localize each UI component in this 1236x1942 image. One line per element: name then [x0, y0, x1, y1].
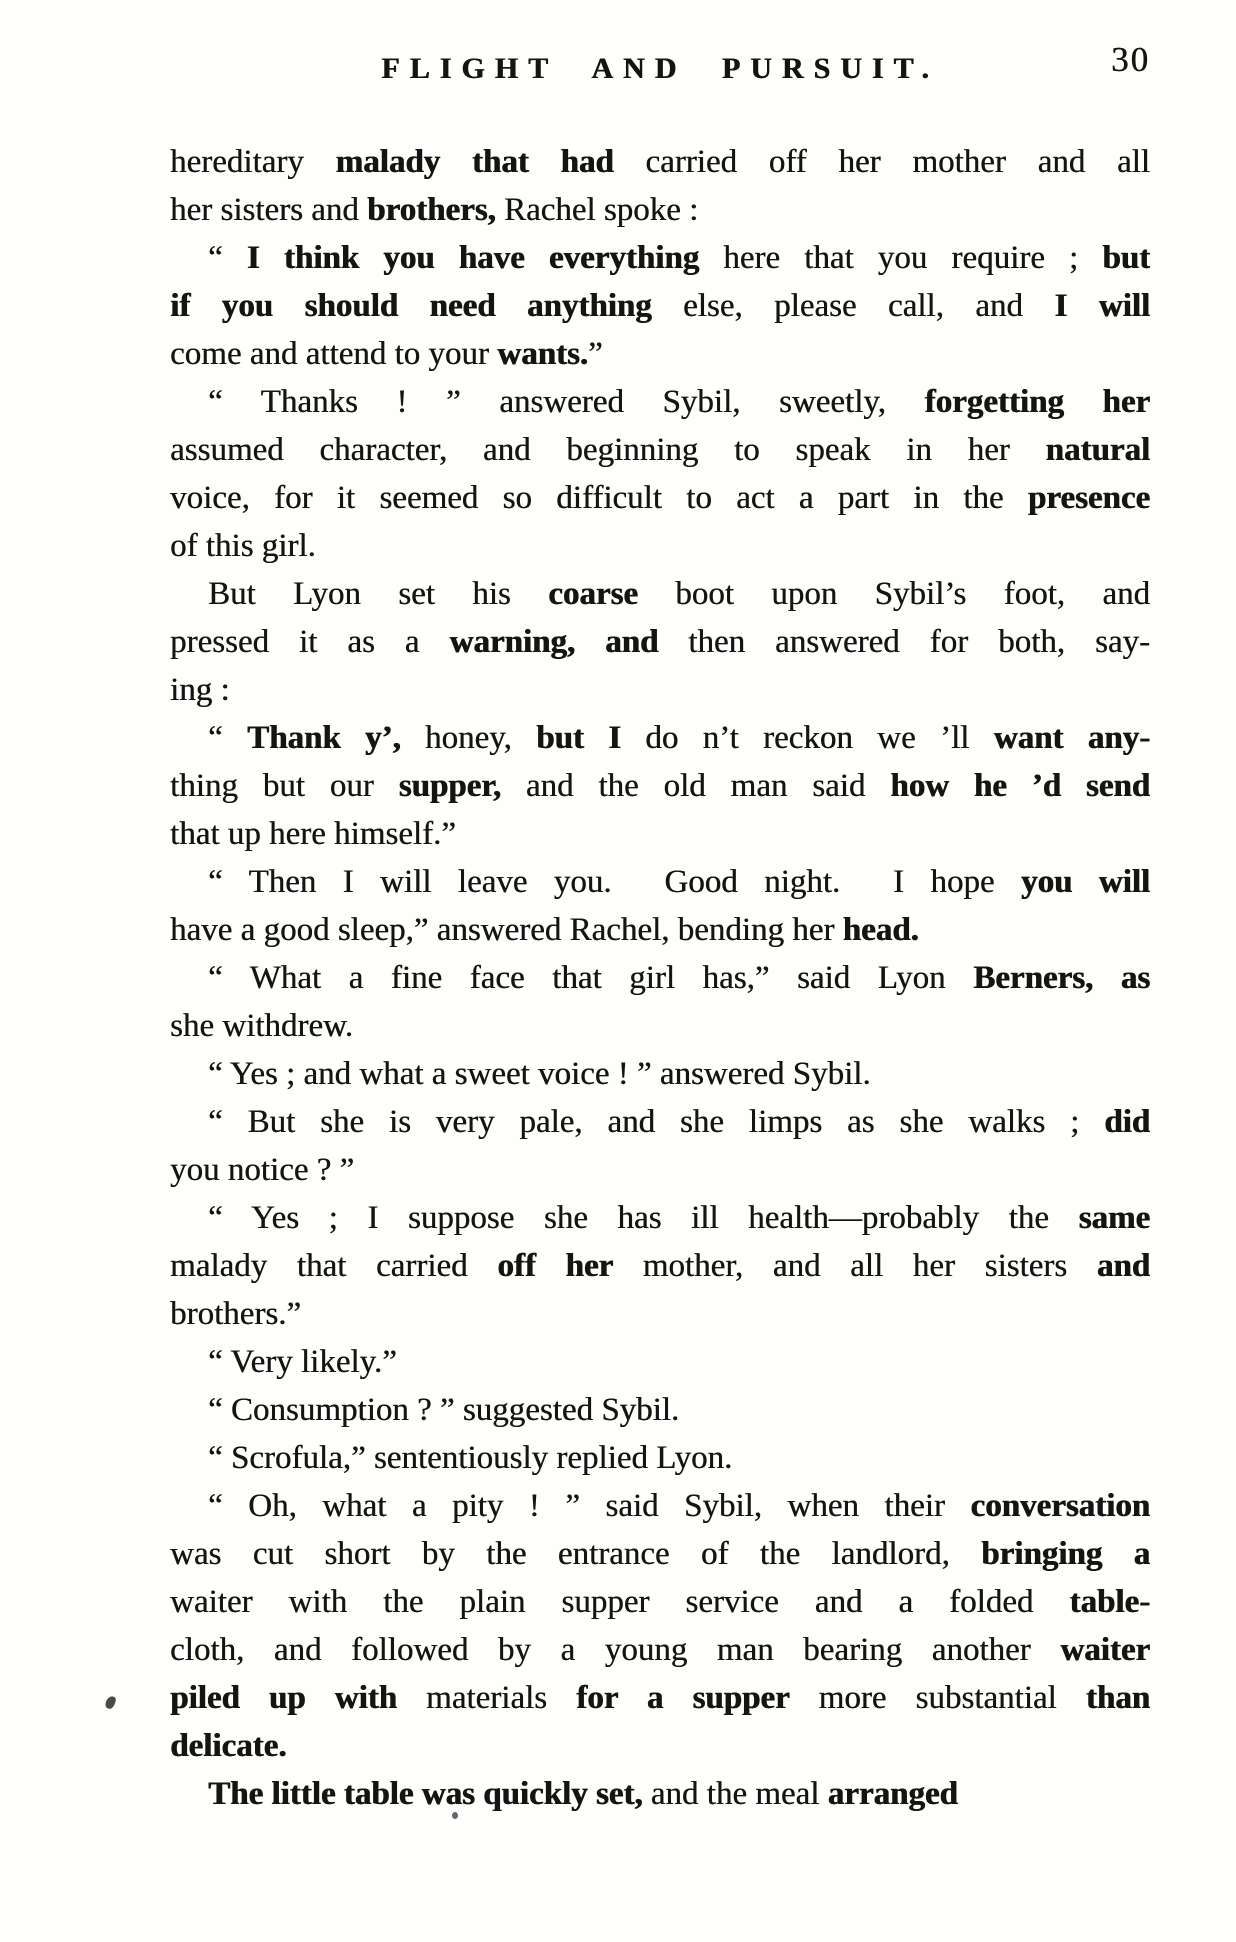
- text-line: “ I think you have everything here that you require ; but: [208, 240, 1150, 276]
- text-line: come and attend to your wants.”: [170, 336, 603, 372]
- text-line: of this girl.: [170, 528, 316, 564]
- text-line: assumed character, and beginning to speak in her natural: [170, 432, 1150, 468]
- text-line: she withdrew.: [170, 1008, 353, 1044]
- text-line: “ Very likely.”: [208, 1344, 397, 1380]
- text-line: have a good sleep,” answered Rachel, bending her head.: [170, 912, 919, 948]
- text-line: The little table was quickly set, and the meal arranged: [208, 1776, 958, 1812]
- text-line: “ But she is very pale, and she limps as she walks ; did: [208, 1104, 1150, 1140]
- text-line: “ Thanks ! ” answered Sybil, sweetly, forgetting her: [208, 384, 1150, 420]
- text-line: cloth, and followed by a young man bearing another waiter: [170, 1632, 1150, 1668]
- text-line: But Lyon set his coarse boot upon Sybil’s foot, and: [208, 576, 1150, 612]
- text-line: pressed it as a warning, and then answered for both, say-: [170, 624, 1150, 660]
- text-line: her sisters and brothers, Rachel spoke :: [170, 192, 699, 228]
- text-line: brothers.”: [170, 1296, 302, 1332]
- page-number: 30: [1111, 40, 1150, 79]
- text-line: “ Thank y’, honey, but I do n’t reckon we ’ll want any-: [208, 720, 1150, 756]
- text-line: voice, for it seemed so difficult to act a part in the presence: [170, 480, 1150, 516]
- text-line: “ Consumption ? ” suggested Sybil.: [208, 1392, 680, 1428]
- text-line: “ Scrofula,” sententiously replied Lyon.: [208, 1440, 733, 1476]
- running-head-title: FLIGHT AND PURSUIT.: [381, 52, 939, 85]
- text-line: was cut short by the entrance of the landlord, bringing a: [170, 1536, 1150, 1572]
- text-line: that up here himself.”: [170, 816, 456, 852]
- ink-speck: [452, 1812, 458, 1819]
- page-body: [170, 138, 1150, 1818]
- text-line: waiter with the plain supper service and a folded table-: [170, 1584, 1150, 1620]
- text-line: “ Then I will leave you. Good night. I hope you will: [208, 864, 1150, 900]
- text-line: ing :: [170, 672, 230, 708]
- text-line: “ Yes ; and what a sweet voice ! ” answered Sybil.: [208, 1056, 871, 1092]
- text-line: “ What a fine face that girl has,” said Lyon Berners, as: [208, 960, 1150, 996]
- ink-speck: [104, 1695, 117, 1710]
- text-line: “ Yes ; I suppose she has ill health—probably the same: [208, 1200, 1150, 1236]
- text-line: you notice ? ”: [170, 1152, 355, 1188]
- text-line: if you should need anything else, please call, and I will: [170, 288, 1150, 324]
- text-line: delicate.: [170, 1728, 287, 1764]
- text-line: malady that carried off her mother, and all her sisters and: [170, 1248, 1150, 1284]
- text-line: hereditary malady that had carried off her mother and all: [170, 144, 1150, 180]
- text-line: thing but our supper, and the old man said how he ’d send: [170, 768, 1150, 804]
- text-line: piled up with materials for a supper more substantial than: [170, 1680, 1150, 1716]
- text-line: “ Oh, what a pity ! ” said Sybil, when their conversation: [208, 1488, 1150, 1524]
